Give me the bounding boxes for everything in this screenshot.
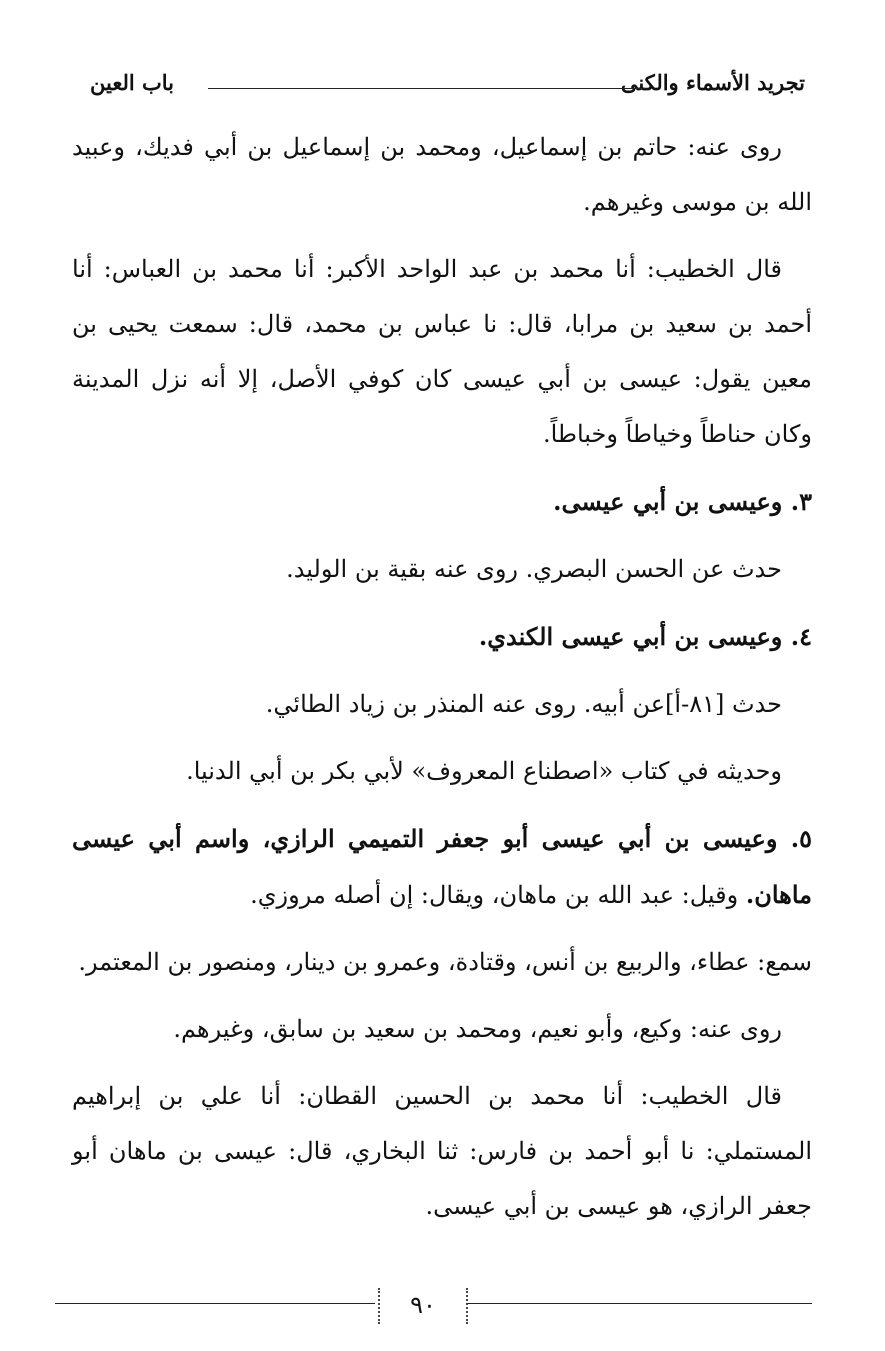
paragraph-text: حدث عن الحسن البصري. روى عنه بقية بن الوليد. [286, 555, 782, 583]
paragraph [72, 1002, 812, 1057]
page-number-box [378, 1288, 468, 1324]
entry-title: ٥. وعيسى بن أبي عيسى أبو جعفر التميمي الرازي، واسم أبي عيسى ماهان. [72, 824, 812, 909]
entry-paragraph [72, 811, 812, 923]
entry-heading [72, 474, 812, 530]
paragraph [72, 935, 812, 990]
footer-rule-left [55, 1303, 375, 1304]
paragraph-text: حدث [٨١-أ]عن أبيه. روى عنه المنذر بن زياد الطائي. [265, 690, 782, 718]
entry-title: ٤. وعيسى بن أبي عيسى الكندي. [478, 622, 812, 651]
paragraph [72, 542, 812, 597]
paragraph-text: روى عنه: حاتم بن إسماعيل، ومحمد بن إسماعيل بن أبي فديك، وعبيد الله بن موسى وغيرهم. [72, 133, 812, 216]
paragraph [72, 242, 812, 462]
page-number: ٩٠ [410, 1291, 436, 1319]
entry-title: ٣. وعيسى بن أبي عيسى. [553, 487, 812, 516]
book-title: تجريد الأسماء والكنى [620, 70, 805, 95]
paragraph [72, 1069, 812, 1234]
section-title: باب العين [90, 70, 175, 95]
paragraph-text: وقيل: عبد الله بن ماهان، ويقال: إن أصله مروزي. [250, 881, 746, 909]
paragraph-text: وحديثه في كتاب «اصطناع المعروف» لأبي بكر بن أبي الدنيا. [186, 757, 782, 785]
header-rule [208, 88, 647, 89]
paragraph-text: روى عنه: وكيع، وأبو نعيم، ومحمد بن سعيد بن سابق، وغيرهم. [173, 1015, 782, 1043]
paragraph-text: قال الخطيب: أنا محمد بن عبد الواحد الأكبر: أنا محمد بن العباس: أنا أحمد بن سعيد بن مرابا، قال: نا عباس بن محمد، قال: سمعت يحيى بن معين يقول: عيسى بن أبي عيسى كان كوفي الأصل، إلا أنه نزل المدينة وكان حناطاً وخياطاً وخباطاً. [72, 255, 812, 448]
entry-heading [72, 609, 812, 665]
running-header [90, 70, 805, 106]
footer-rule-right [467, 1303, 812, 1304]
paragraph-text: سمع: عطاء، والربيع بن أنس، وقتادة، وعمرو بن دينار، ومنصور بن المعتمر. [78, 948, 812, 976]
paragraph-text: قال الخطيب: أنا محمد بن الحسين القطان: أنا علي بن إبراهيم المستملي: نا أبو أحمد بن فارس: ثنا البخاري، قال: عيسى بن ماهان أبو جعفر الرازي، هو عيسى بن أبي عيسى. [72, 1082, 812, 1220]
paragraph [72, 744, 812, 799]
paragraph [72, 677, 812, 732]
body-text [72, 120, 812, 1234]
paragraph [72, 120, 812, 230]
